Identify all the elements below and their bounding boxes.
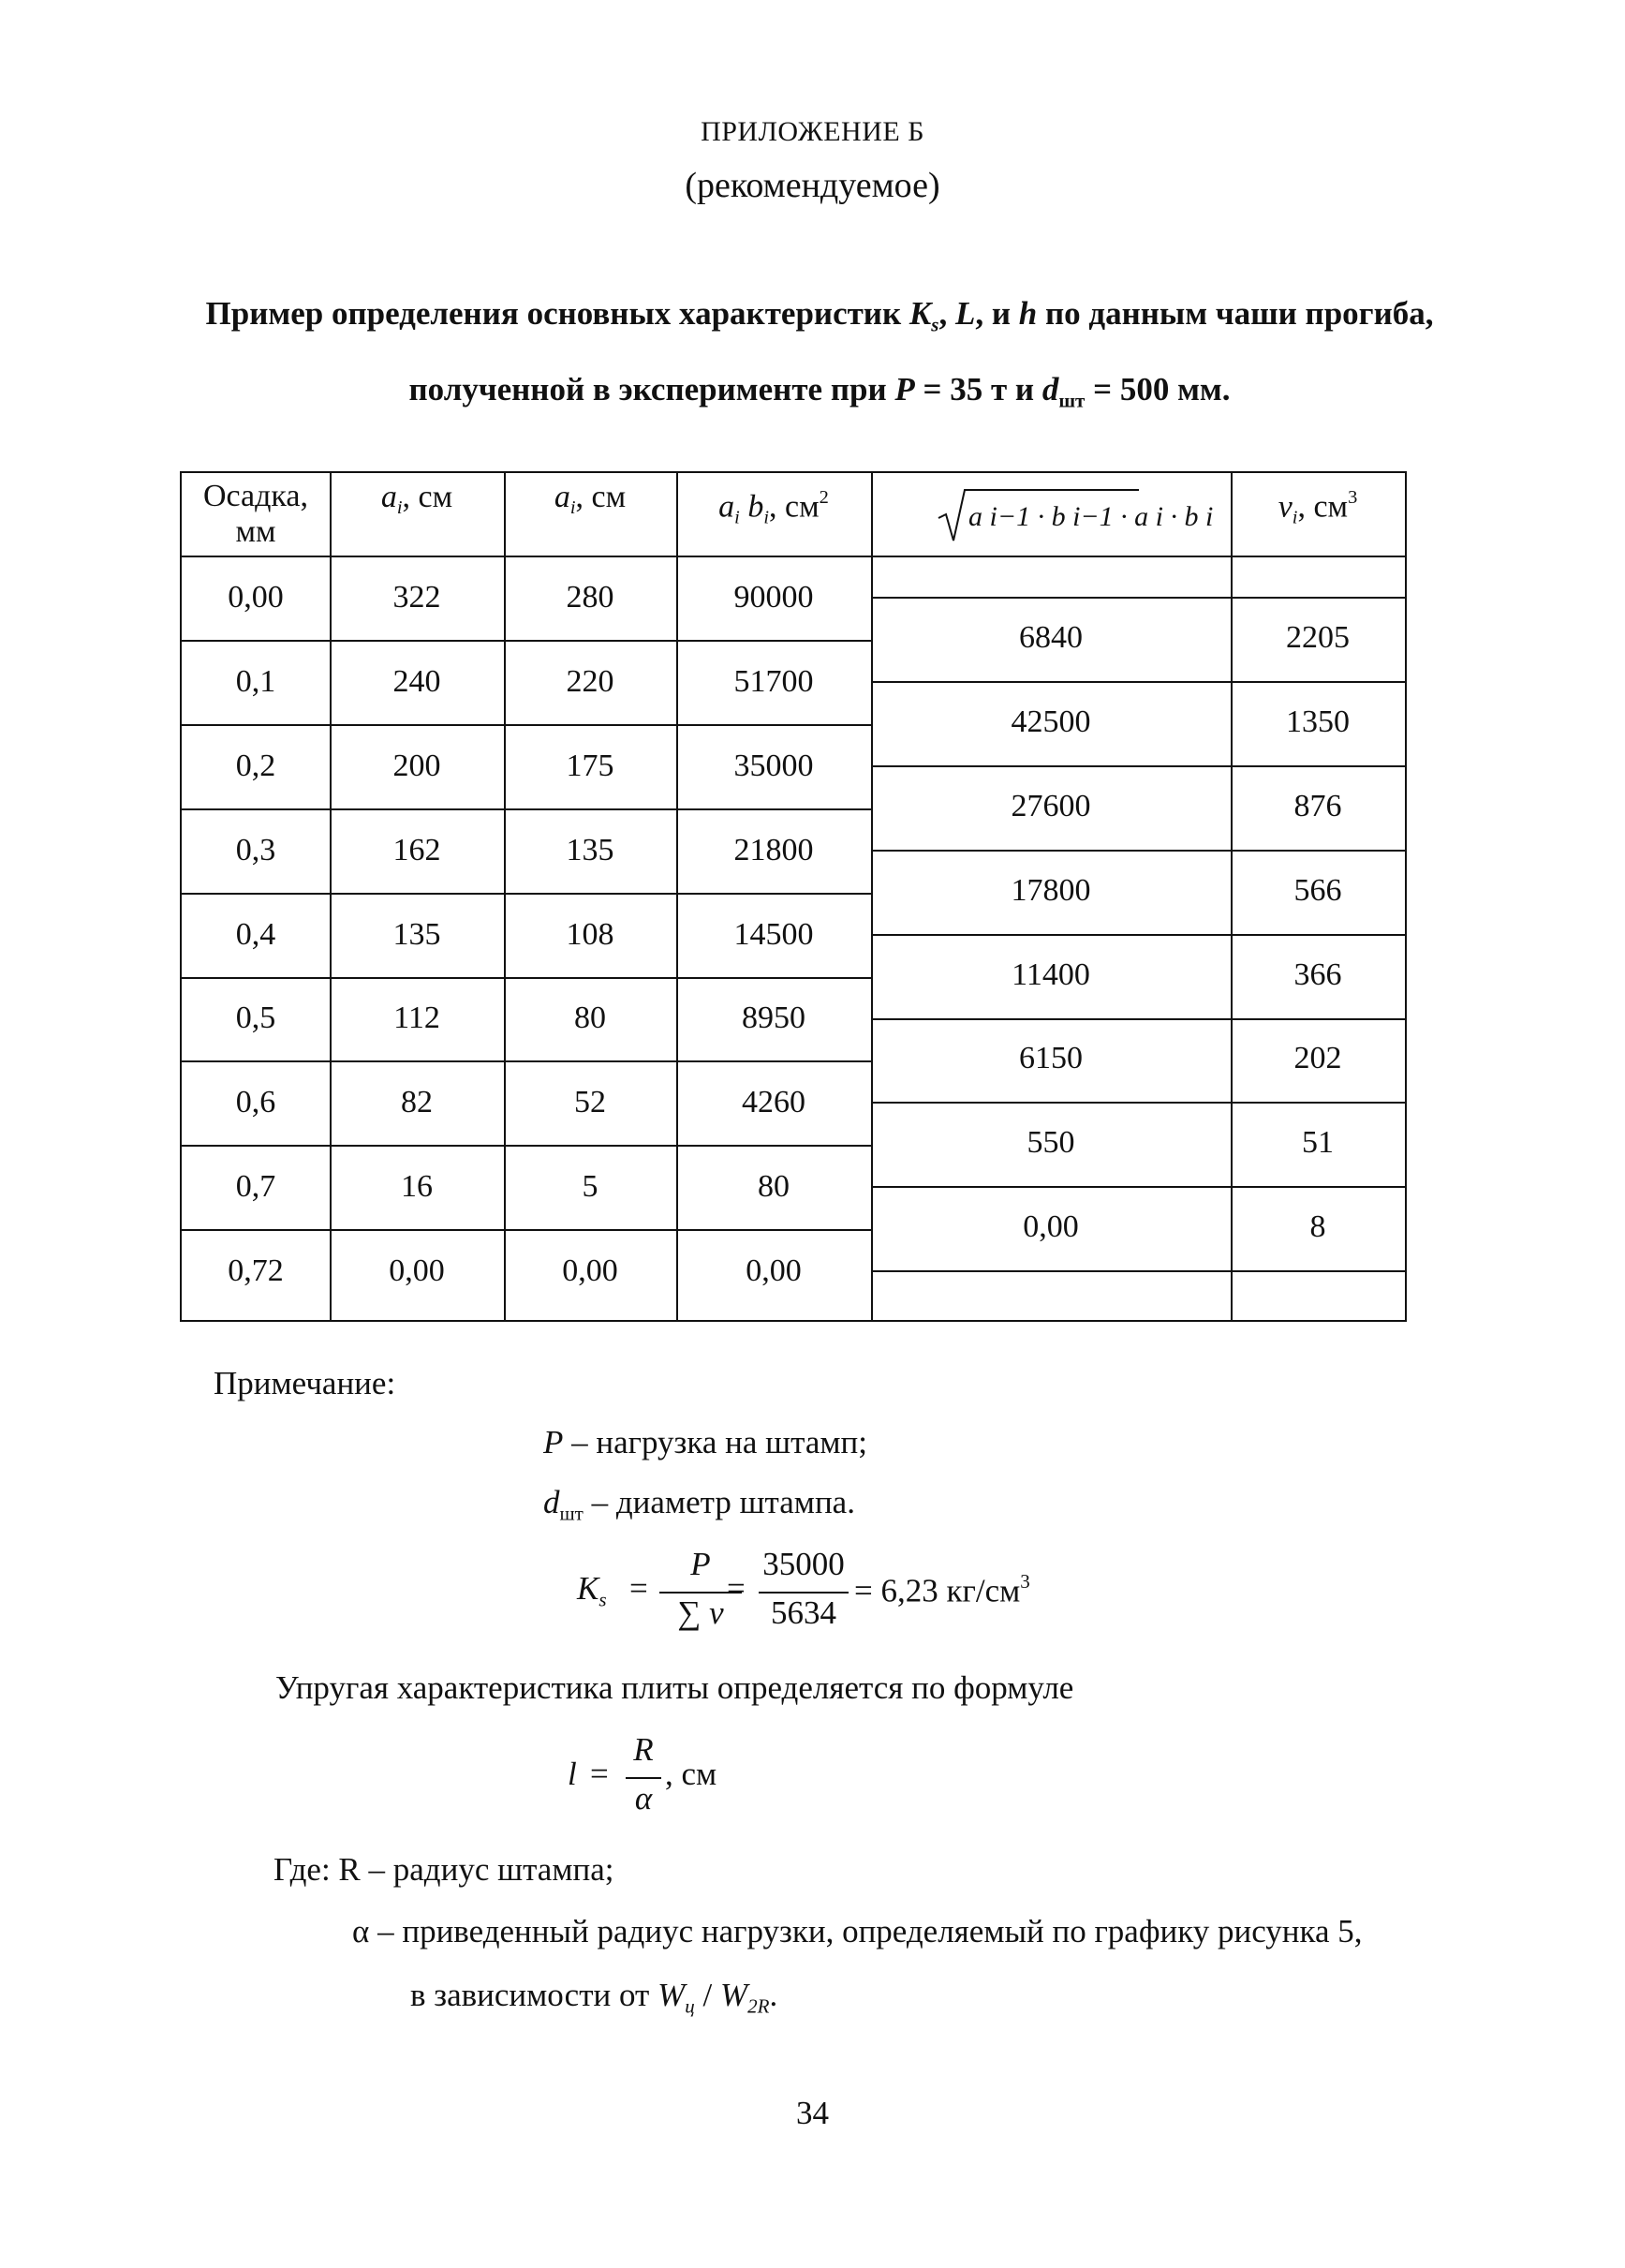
sqrt-value: 0,00 <box>1023 1209 1079 1245</box>
ks-eq-sign: = <box>629 1570 648 1607</box>
page-number: 34 <box>796 2095 829 2131</box>
table-cell: 240 <box>392 663 441 699</box>
row-divider <box>182 1229 871 1231</box>
v-value: 366 <box>1293 956 1342 992</box>
table-cell: 0,00 <box>562 1253 618 1289</box>
ks-formula: $K_s$ <box>577 1570 607 1611</box>
between-divider <box>871 1018 1405 1020</box>
table-cell: 0,5 <box>235 1001 276 1036</box>
header-settlement: Осадка, мм <box>202 479 309 549</box>
header-ab-column: $a_i$ $b_i$, $см^2$ <box>718 487 829 528</box>
ks-den: 5634 <box>771 1594 836 1631</box>
ks-eq-sign-2: = <box>727 1570 746 1607</box>
between-divider <box>871 681 1405 683</box>
table-cell: 200 <box>392 748 441 783</box>
sqrt-value: 550 <box>1027 1125 1075 1161</box>
table-cell: 112 <box>393 1001 440 1036</box>
between-divider <box>871 934 1405 936</box>
table-cell: 90000 <box>733 579 814 615</box>
table-cell: 52 <box>574 1085 606 1120</box>
header-b-column: $a_i$, см <box>554 480 627 519</box>
sqrt-value: 42500 <box>1011 704 1091 739</box>
table-cell: 21800 <box>733 832 814 867</box>
l-frac-bar <box>626 1777 661 1779</box>
table-cell: 0,4 <box>235 916 276 952</box>
table-cell: 175 <box>566 748 614 783</box>
ks-num: 35000 <box>762 1546 845 1582</box>
note-p-definition: P – нагрузка на штамп; <box>543 1424 867 1460</box>
table-cell: 0,1 <box>235 663 276 699</box>
between-divider <box>871 597 1405 599</box>
appendix-title: ПРИЛОЖЕНИЕ Б <box>701 116 924 147</box>
table-cell: 0,00 <box>746 1253 802 1289</box>
row-divider <box>182 640 871 642</box>
between-divider <box>871 1270 1405 1272</box>
v-value: 876 <box>1293 788 1342 823</box>
row-divider <box>182 808 871 810</box>
alpha-text: α – приведенный радиус нагрузки, определяемый по графику рисунка 5, <box>352 1913 1363 1949</box>
row-divider <box>182 977 871 979</box>
table-cell: 220 <box>566 663 614 699</box>
sqrt-value: 6150 <box>1019 1041 1083 1076</box>
note-d-definition: $d_{шт}$ – диаметр штампа. <box>543 1484 855 1525</box>
table-cell: 162 <box>392 832 441 867</box>
l-den: α <box>634 1780 653 1816</box>
l-num: R <box>633 1731 654 1768</box>
table-cell: 108 <box>566 916 614 952</box>
ks-num-bar <box>759 1592 849 1594</box>
table-cell: 322 <box>392 579 441 615</box>
sqrt-expression: a i−1 · b i−1 · a i · b i <box>968 501 1214 532</box>
table-cell: 80 <box>574 1001 606 1036</box>
ks-frac-num: P <box>690 1546 711 1582</box>
table-cell: 0,00 <box>389 1253 445 1289</box>
v-value: 1350 <box>1286 704 1350 739</box>
header-v-column: $v_i$, $см^3$ <box>1278 487 1358 528</box>
header-sqrt-column <box>871 477 1231 552</box>
table-cell: 135 <box>392 916 441 952</box>
table-cell: 51700 <box>733 663 814 699</box>
v-value: 51 <box>1302 1125 1334 1161</box>
sqrt-formula <box>871 477 1231 552</box>
data-table <box>180 471 1407 1322</box>
table-cell: 0,6 <box>235 1085 276 1120</box>
table-cell: 0,3 <box>235 832 276 867</box>
v-value: 8 <box>1309 1209 1326 1245</box>
row-divider <box>182 724 871 726</box>
table-cell: 0,2 <box>235 748 276 783</box>
v-value: 202 <box>1293 1041 1342 1076</box>
dependency-text: в зависимости от $W_ц / W_{2R}$. <box>410 1977 778 2018</box>
ks-result: = 6,23 $кг/см^3$ <box>854 1570 1030 1609</box>
document-title: Пример определения основных характеристик $K_s$, L, и h по данным чаши прогиба, полученной в эксперименте при P = 35 т и $d_{шт} = 500$ мм. <box>205 295 1434 412</box>
v-value: 2205 <box>1286 619 1350 655</box>
table-cell: 0,00 <box>228 579 284 615</box>
table-cell: 80 <box>758 1169 790 1205</box>
between-divider <box>871 850 1405 852</box>
l-unit: , см <box>665 1756 717 1792</box>
table-cell: 5 <box>582 1169 598 1205</box>
table-cell: 8950 <box>742 1001 805 1036</box>
table-cell: 35000 <box>733 748 814 783</box>
sqrt-value: 17800 <box>1011 872 1091 908</box>
between-divider <box>871 765 1405 767</box>
table-cell: 0,7 <box>235 1169 276 1205</box>
where-text: Где: R – радиус штампа; <box>273 1851 614 1888</box>
between-divider <box>871 1186 1405 1188</box>
table-cell: 135 <box>566 832 614 867</box>
sqrt-value: 27600 <box>1011 788 1091 823</box>
row-divider <box>182 1060 871 1062</box>
header-a-column: $a_i$, см <box>380 480 453 519</box>
l-lhs: l <box>568 1756 577 1792</box>
table-cell: 0,72 <box>228 1253 284 1289</box>
v-value: 566 <box>1293 872 1342 908</box>
ks-frac-den: ∑ v <box>677 1594 724 1631</box>
elastic-text: Упругая характеристика плиты определяется по формуле <box>275 1669 1074 1706</box>
table-cell: 14500 <box>733 916 814 952</box>
table-cell: 82 <box>401 1085 433 1120</box>
l-eq-sign: = <box>590 1756 609 1792</box>
sqrt-value: 6840 <box>1019 619 1083 655</box>
row-divider <box>182 1145 871 1147</box>
table-cell: 4260 <box>742 1085 805 1120</box>
sqrt-value: 11400 <box>1012 956 1090 992</box>
table-cell: 280 <box>566 579 614 615</box>
table-cell: 16 <box>401 1169 433 1205</box>
between-divider <box>871 1102 1405 1104</box>
row-divider <box>182 893 871 895</box>
table-header-divider <box>182 556 1405 557</box>
note-label: Примечание: <box>214 1365 396 1401</box>
appendix-subtitle: (рекомендуемое) <box>685 166 940 205</box>
